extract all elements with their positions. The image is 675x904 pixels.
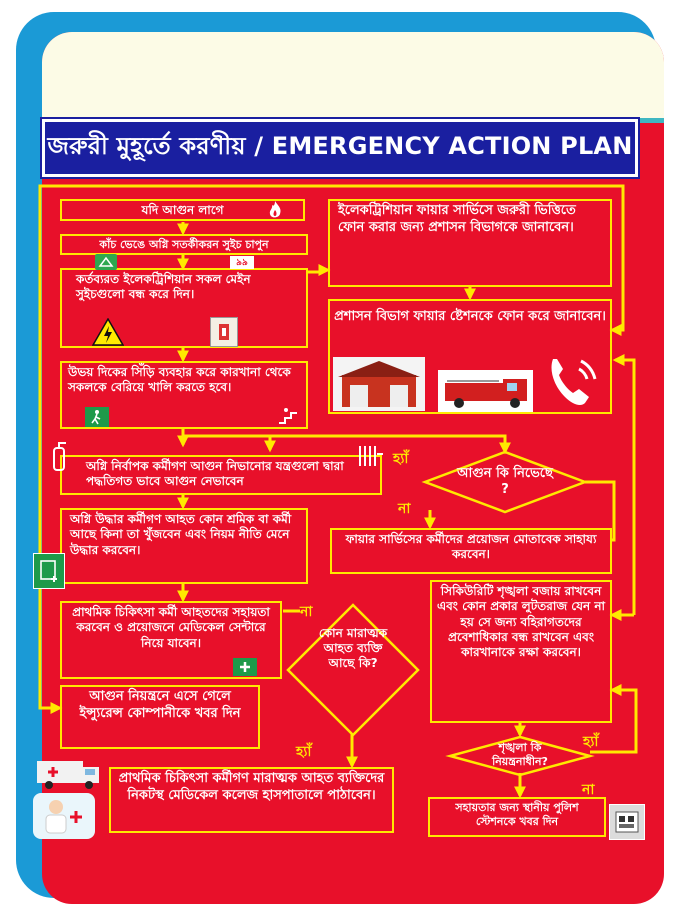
decision-order: শৃঙ্খলা কি নিয়ন্ত্রনাধীন? <box>492 741 548 768</box>
step-insurance: আগুন নিয়ন্ত্রনে এসে গেলে ইন্স্যুরেন্স কোম্পানীকে খবর দিন <box>60 685 260 749</box>
fire-truck-icon <box>438 370 533 412</box>
step-fire-service-help: ফায়ার সার্ভিসের কর্মীদের প্রয়োজন মোতাবেক সাহায্য করবেন। <box>330 528 612 574</box>
fire-extinguisher-icon <box>48 440 70 472</box>
first-aid-hand-icon <box>233 658 257 676</box>
phone-icon <box>542 352 602 410</box>
fire-station-icon <box>333 357 425 411</box>
alarm-number-box: ৯৯ <box>230 256 254 269</box>
step-admin-call: প্রশাসন বিভাগ ফায়ার ষ্টেশনকে ফোন করে জানাবেন। <box>328 299 612 414</box>
label-injury-yes: হ্যাঁ <box>296 744 312 760</box>
step-police: সহায়তার জন্য স্থানীয় পুলিশ স্টেশনকে খবর দিন <box>428 797 606 837</box>
ambulance-icon <box>33 755 103 791</box>
fire-stairs-icon <box>278 404 300 424</box>
decision-serious-injury: কোন মারাত্মক আহত ব্যক্তি আছে কি? <box>318 626 388 670</box>
step-electrician-call: ইলেকট্রিশিয়ান ফায়ার সার্ভিসে জরুরী ভিত্তিতে ফোন করার জন্য প্রশাসন বিভাগকে জানাবেন। <box>328 199 612 287</box>
doctor-icon <box>33 793 95 839</box>
step-extinguish: অগ্নি নির্বাপক কর্মীগণ আগুন নিভানোর যন্ত্রগুলো দ্বারা পদ্ধতিগত ভাবে আগুন নেভাবেন <box>60 455 382 495</box>
main-switch-icon <box>210 317 238 347</box>
step-hospital: প্রাথমিক চিকিৎসা কর্মীগণ মারাত্মক আহত ব্যক্তিদের নিকটস্থ মেডিকেল কলেজ হাসপাতালে পাঠাবেন। <box>109 767 394 833</box>
label-injury-no: না <box>300 604 313 620</box>
step-use-stairs: উভয় দিকের সিঁড়ি ব্যবহার করে কারখানা থেকে সকলকে বেরিয়ে খালি করতে হবে। <box>60 361 308 429</box>
label-order-yes: হ্যাঁ <box>583 734 599 750</box>
step-break-glass: কাঁচ ভেঙে অগ্নি সতর্কীকরন সুইচ চাপুন <box>60 234 308 255</box>
step-electrician-switch: কর্তব্যরত ইলেকট্রিশিয়ান সকল মেইন সুইচগুলো বন্ধ করে দিন। <box>60 268 308 348</box>
first-aid-kit-icon <box>33 553 65 589</box>
label-fire-out-yes: হ্যাঁ <box>393 451 409 467</box>
label-fire-out-no: না <box>398 501 411 517</box>
step-first-aid: প্রাথমিক চিকিৎসা কর্মী আহতদের সহায়তা করবেন ও প্রয়োজনে মেডিকেল সেন্টারে নিয়ে যাবেন। <box>60 601 282 679</box>
step-security: সিকিউরিটি শৃঙ্খলা বজায় রাখবেন এবং কোন প্রকার লুটতরাজ যেন না হয় সে জন্য বহিরাগতদের প্রবেশাধিকার বন্ধ রাখবেন এবং কারখানাকে রক্ষা করবেন। <box>430 580 612 723</box>
step-fire-start: যদি আগুন লাগে <box>60 199 305 221</box>
high-voltage-icon <box>92 318 124 346</box>
emergency-exit-icon <box>85 407 109 427</box>
page-title: জরুরী মুহূর্তে করণীয় / EMERGENCY ACTION PLAN <box>42 119 638 177</box>
fire-hose-icon <box>356 444 384 468</box>
police-icon <box>609 804 645 840</box>
step-rescue: অগ্নি উদ্ধার কর্মীগণ আহত কোন শ্রমিক বা কর্মী আছে কিনা তা খুঁজবেন এবং নিয়ম নীতি মেনে উদ্ধার করবেন। <box>60 508 308 584</box>
fire-icon <box>265 200 285 220</box>
label-order-no: না <box>582 782 595 798</box>
fire-alarm-icon <box>95 254 117 270</box>
decision-fire-out: আগুন কি নিভেছে ? <box>457 466 553 498</box>
